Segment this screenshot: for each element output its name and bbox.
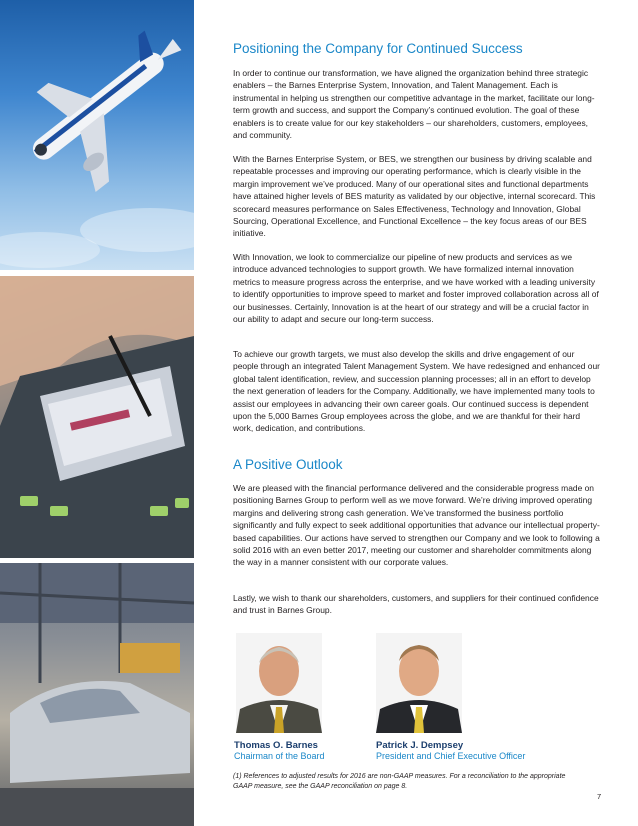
section-heading-positioning: Positioning the Company for Continued Success [233,41,523,56]
page-number: 7 [597,792,602,801]
handheld-device-photo [0,276,194,558]
exec-title-dempsey: President and Chief Executive Officer [376,751,526,761]
footnote: (1) References to adjusted results for 2016 are non-GAAP measures. For a reconciliation to the appropriate GAAP measure, see the GAAP reconciliation on page 8. [233,773,566,790]
portrait-icon [376,633,462,733]
paragraph-strategic-enablers: In order to continue our transformation, we have aligned the organization behind three strategic enablers – the Barnes Enterprise System, Innovation, and Talent Management. Each is instrumental in helping us strengthen our competitive advantage in the market, facilitate our long-term growth and success, and support the Company’s continued evolution. The goal of these enablers is to create value for our key stakeholders – our shareholders, customers, employees, and community. [233,68,595,141]
exec-title-barnes: Chairman of the Board [234,751,325,761]
portrait-icon [236,633,322,733]
section-heading-outlook: A Positive Outlook [233,457,343,472]
exec-name-dempsey: Patrick J. Dempsey [376,740,464,751]
car-assembly-icon [0,563,194,826]
factory-assembly-photo [0,563,194,826]
airplane-icon [0,0,194,270]
device-screen-icon [0,276,194,558]
portrait-patrick-dempsey [376,633,462,733]
portrait-thomas-barnes [236,633,322,733]
paragraph-innovation: With Innovation, we look to commercialize our pipeline of new products and services as we introduce advanced technologies to support growth. We have formalized internal innovation metrics to measure progress across the enterprise, and we have worked with a leading university to identify opportunities to improve speed to market and foster improved collaboration across all of our businesses. Certainly, Innovation is at the heart of our strategy and will be a crucial factor in our ability to adapt and secure our long-term success. [233,252,599,325]
airplane-photo [0,0,194,270]
paragraph-talent-management: To achieve our growth targets, we must also develop the skills and drive engagement of our people through an integrated Talent Management System. We have redesigned and enhanced our global talent identification, review, and succession planning processes; all in an effort to develop the next generation of leaders for the Company. Additionally, we have implemented many tools to assist our employees in advancing their own career goals. Our continued success is dependent upon the 5,000 Barnes Group employees across the globe, and we are thankful for their hard work, dedication, and contributions. [233,349,600,434]
paragraph-thanks: Lastly, we wish to thank our shareholders, customers, and suppliers for their continued confidence and trust in Barnes Group. [233,593,599,616]
exec-name-barnes: Thomas O. Barnes [234,740,318,751]
paragraph-bes: With the Barnes Enterprise System, or BES, we strengthen our business by driving scalable and repeatable processes and improving our operating performance, which is clearly visible in the margin improvement we’ve produced. Many of our operational sites and functional departments have attained higher levels of BES maturity as validated by our objective, internal scorecard. This scorecard measures performance on Sales Effectiveness, Technology and Innovation, Global Sourcing, Operational Excellence, and Functional Excellence – the key focus areas of our BES initiative. [233,154,596,239]
paragraph-financial-performance: We are pleased with the financial performance delivered and the considerable progress made on positioning Barnes Group to perform well as we move forward. We’re driving improved operating margins and delivering strong cash generation. We’ve transformed the business portfolio significantly and fully expect to seek additional opportunities that advance our intellectual property-based capabilities. Our actions have served to strengthen our Company and we look to following a solid 2016 with an even better 2017, meeting our customer and shareholder commitments along the way in a manner consistent with our corporate values. [233,483,600,568]
